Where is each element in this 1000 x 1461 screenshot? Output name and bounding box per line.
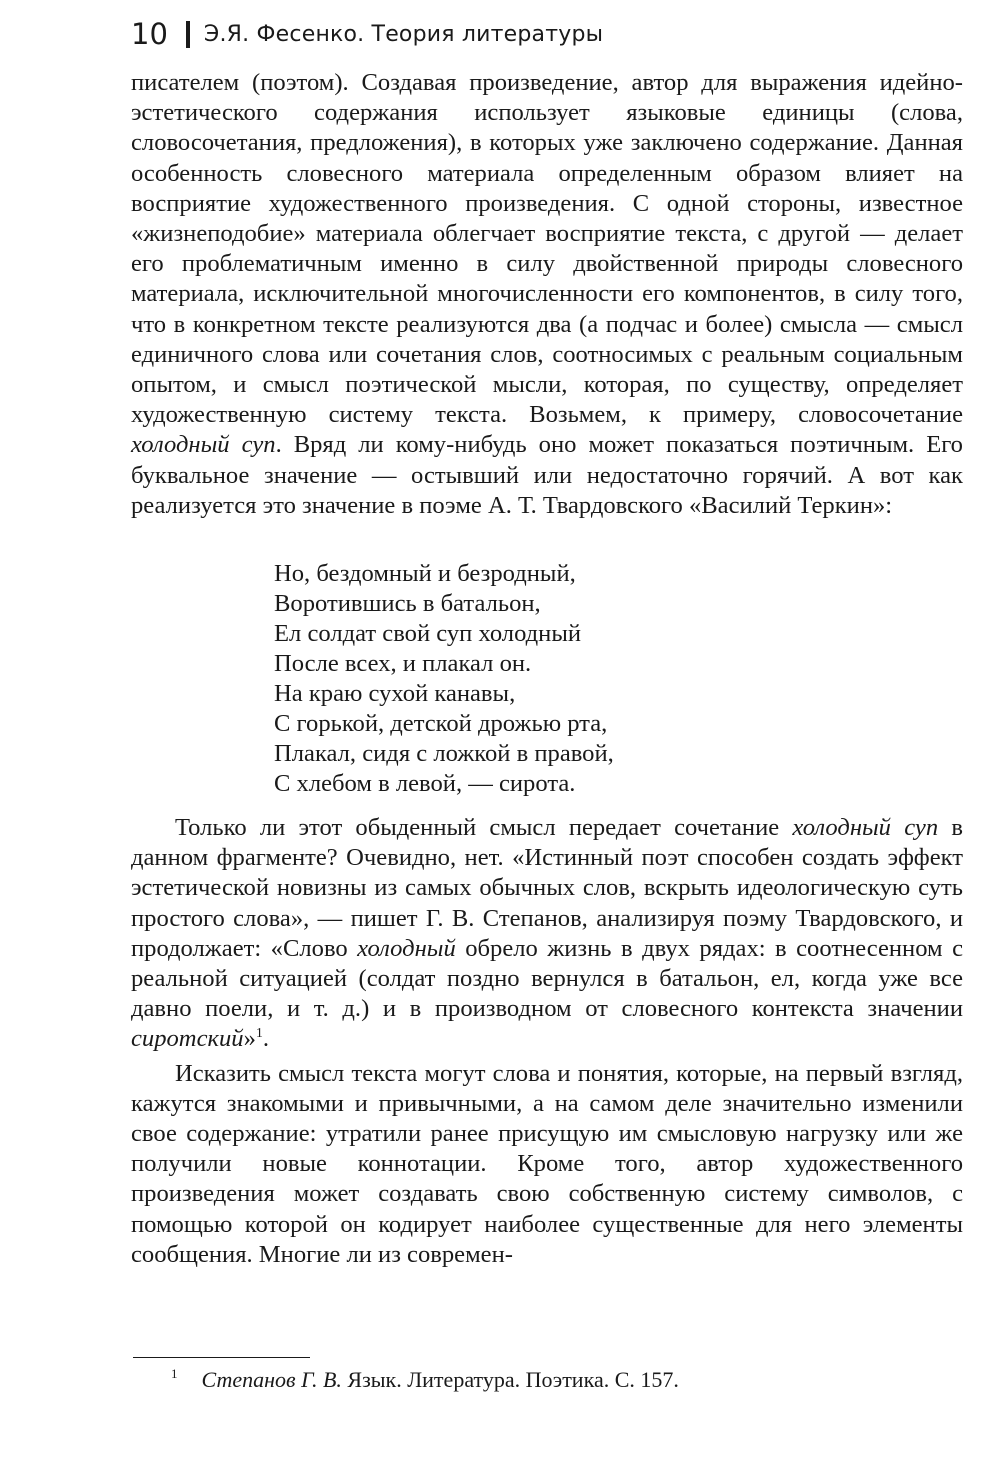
footnote-author: Степанов Г. В. [201,1367,342,1392]
running-title: Э.Я. Фесенко. Теория литературы [203,21,604,47]
text-run: Только ли этот обыденный смысл передает сочетание [175,814,793,842]
header-separator [186,21,190,48]
italic-run: сиротский [131,1025,244,1053]
footnote-rule [133,1357,310,1358]
page-number: 10 [131,17,168,51]
text-run: обрело жизнь в двух рядах: в соотнесенном с реальной ситуацией (солдат поздно вернулся в батальон, ел, когда уже все давно поели, и т. д.) и в производном от словесного контекста значении [131,934,963,1023]
verse-line: Но, бездомный и безродный, [274,560,576,588]
verse-line: На краю сухой канавы, [274,680,516,708]
running-header [131,14,603,54]
italic-run: холодный суп [131,431,276,459]
text-run: в данном фрагменте? Очевидно, нет. «Истинный поэт способен создать эффект эстетической новизны из самых обычных слов, вскрыть идеологическую суть простого слова», — пишет Г. В. Степанов, анализируя поэму Твардовского, и продолжает: «Слово [131,814,963,962]
page-body [131,68,963,1270]
text-run: » [243,1025,256,1053]
verse-line: Воротившись в батальон, [274,590,541,618]
text-run: Исказить смысл текста могут слова и понятия, которые, на первый взгляд, кажутся знакомыми и привычными, а на самом деле значительно изменили свое содержание: утратили ранее присущую им смысловую нагрузку или же получили новые коннотации. Кроме того, автор художественного произведения может создавать свою собственную систему символов, с помощью которой он кодирует наиболее существенные для него элементы сообщения. Многие ли из современ- [131,1059,963,1268]
footnote-text: Язык. Литература. Поэтика. С. 157. [341,1367,679,1392]
footnote-mark: 1 [171,1366,178,1381]
verse-line: С хлебом в левой, — сирота. [274,770,576,798]
footnote [171,1367,679,1393]
text-run: . [262,1025,270,1053]
verse-line: С горькой, детской дрожью рта, [274,710,608,738]
verse-quotation [274,559,963,799]
text-run: писателем (поэтом). Создавая произведение, автор для выражения идейно-эстетического содержания использует языковые единицы (слова, словосочетания, предложения), в которых уже заключено содержание. Данная особенность словесного материала определенным образом влияет на восприятие художественного произведения. С одной стороны, известное «жизнеподобие» материала облегчает восприятие текста, с другой — делает его проблематичным именно в силу двойственной природы словесного материала, исключительной многочисленности его компонентов, в силу того, что в конкретном тексте реализуются два (а подчас и более) смысла — смысл единичного слова или сочетания слов, соотносимых с реальным социальным опытом, и смысл поэтической мысли, которая, по существу, определяет художественную систему текста. Возьмем, к примеру, словосочетание [131,69,963,429]
italic-run: холодный [357,934,456,962]
paragraph [131,813,963,1055]
text-run: . Вряд ли кому-нибудь оно может показаться поэтичным. Его буквальное значение — остывший или недостаточно горячий. А вот как реализуется это значение в поэме А. Т. Твардовского «Василий Теркин»: [131,431,963,519]
verse-line: Ел солдат свой суп холодный [274,620,582,648]
paragraph [131,68,963,521]
verse-line: Плакал, сидя с ложкой в правой, [274,740,614,768]
footnote-ref: 1 [255,1026,263,1042]
italic-run: холодный суп [792,814,939,842]
verse-line: После всех, и плакал он. [274,650,532,678]
paragraph [131,1059,963,1270]
